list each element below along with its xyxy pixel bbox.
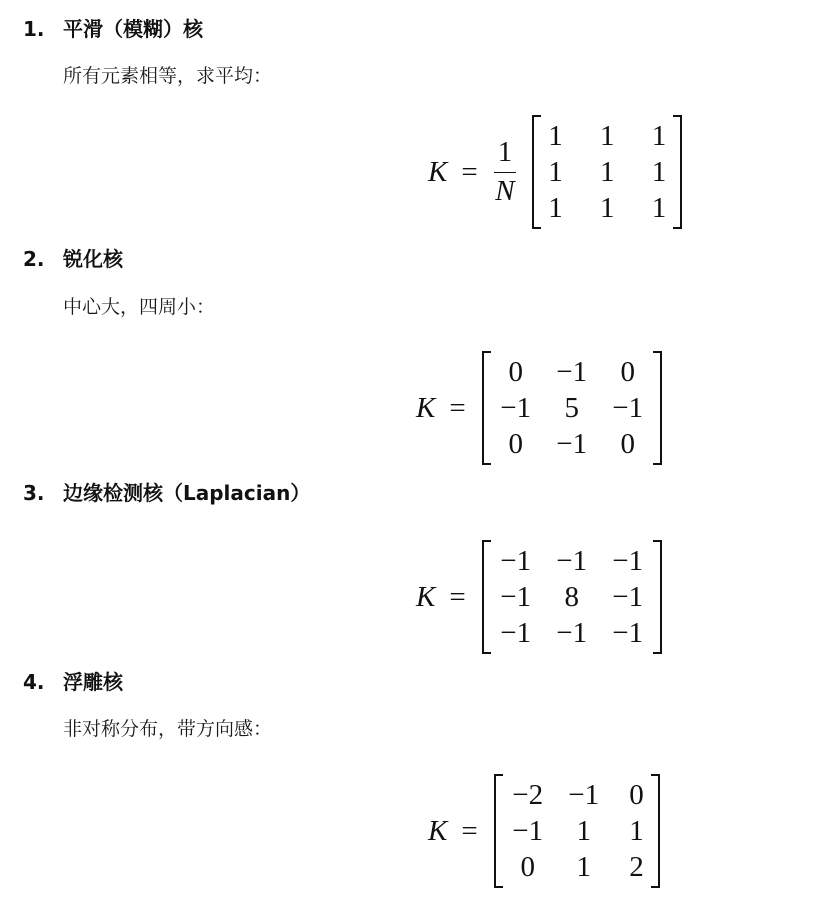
matrix-cell: 0 (508, 356, 523, 388)
matrix-cell: 1 (651, 156, 667, 188)
matrix-cell: −1 (500, 545, 532, 577)
section-title: 边缘检测核（Laplacian） (63, 481, 311, 505)
section-2-heading (23, 245, 123, 273)
matrix-cell: 5 (564, 392, 579, 424)
sharpen-kernel-formula (416, 351, 662, 465)
smoothing-kernel-formula (428, 115, 682, 229)
matrix-cell: 1 (599, 192, 615, 224)
matrix-cell: −1 (500, 581, 532, 613)
matrix-cell: 1 (548, 120, 563, 152)
matrix-cell: 8 (564, 581, 579, 613)
matrix-cell: −1 (612, 617, 644, 649)
section-title: 锐化核 (63, 247, 123, 271)
kernel-matrix (482, 351, 662, 465)
matrix-cell: 1 (599, 120, 615, 152)
matrix-cell: 1 (651, 192, 667, 224)
matrix-cell: −1 (556, 428, 588, 460)
formula-lhs: K (428, 155, 448, 188)
section-number: 3. (23, 481, 45, 505)
matrix-cell: 1 (548, 156, 563, 188)
equals-sign: = (461, 814, 478, 847)
matrix-cell: −1 (612, 392, 644, 424)
matrix-cell: 1 (576, 815, 591, 847)
matrix-cell: 2 (629, 851, 644, 883)
formula-lhs: K (416, 391, 436, 424)
section-3-heading (23, 479, 310, 507)
matrix-cell: 1 (599, 156, 615, 188)
matrix-cell: −1 (500, 617, 532, 649)
matrix-cell: 0 (508, 428, 523, 460)
matrix-cell: −1 (556, 617, 588, 649)
kernel-matrix (532, 115, 682, 229)
section-title: 平滑（模糊）核 (63, 17, 203, 41)
section-2-description: 中心大，四周小： (63, 296, 216, 318)
matrix-cell: 0 (620, 356, 635, 388)
section-title: 浮雕核 (63, 670, 123, 694)
matrix-cell: −1 (568, 779, 600, 811)
fraction-denominator: N (495, 175, 515, 207)
section-number: 1. (23, 17, 45, 41)
matrix-cell: 0 (520, 851, 535, 883)
matrix-cell: 1 (651, 120, 667, 152)
matrix-cell: −1 (512, 815, 544, 847)
matrix-cell: −1 (556, 545, 588, 577)
section-1-heading (23, 15, 203, 43)
matrix-cell: 1 (548, 192, 563, 224)
equals-sign: = (449, 580, 466, 613)
matrix-cell: −1 (500, 392, 532, 424)
section-4-description: 非对称分布，带方向感： (63, 718, 273, 740)
emboss-kernel-formula (428, 774, 660, 888)
section-1-description: 所有元素相等，求平均： (63, 65, 273, 87)
equals-sign: = (449, 391, 466, 424)
kernel-matrix (482, 540, 662, 654)
matrix-cell: 0 (620, 428, 635, 460)
matrix-cell: 1 (576, 851, 591, 883)
section-4-heading (23, 668, 123, 696)
kernel-matrix (494, 774, 660, 888)
matrix-cell: −1 (612, 545, 644, 577)
matrix-cell: 0 (629, 779, 644, 811)
section-number: 4. (23, 670, 45, 694)
formula-lhs: K (428, 814, 448, 847)
laplacian-kernel-formula (416, 540, 662, 654)
equals-sign: = (461, 155, 478, 188)
section-number: 2. (23, 247, 45, 271)
matrix-cell: −1 (612, 581, 644, 613)
fraction-numerator: 1 (494, 138, 517, 173)
matrix-cell: −1 (556, 356, 588, 388)
matrix-cell: −2 (512, 779, 544, 811)
formula-lhs: K (416, 580, 436, 613)
fraction (494, 138, 517, 206)
matrix-cell: 1 (629, 815, 644, 847)
